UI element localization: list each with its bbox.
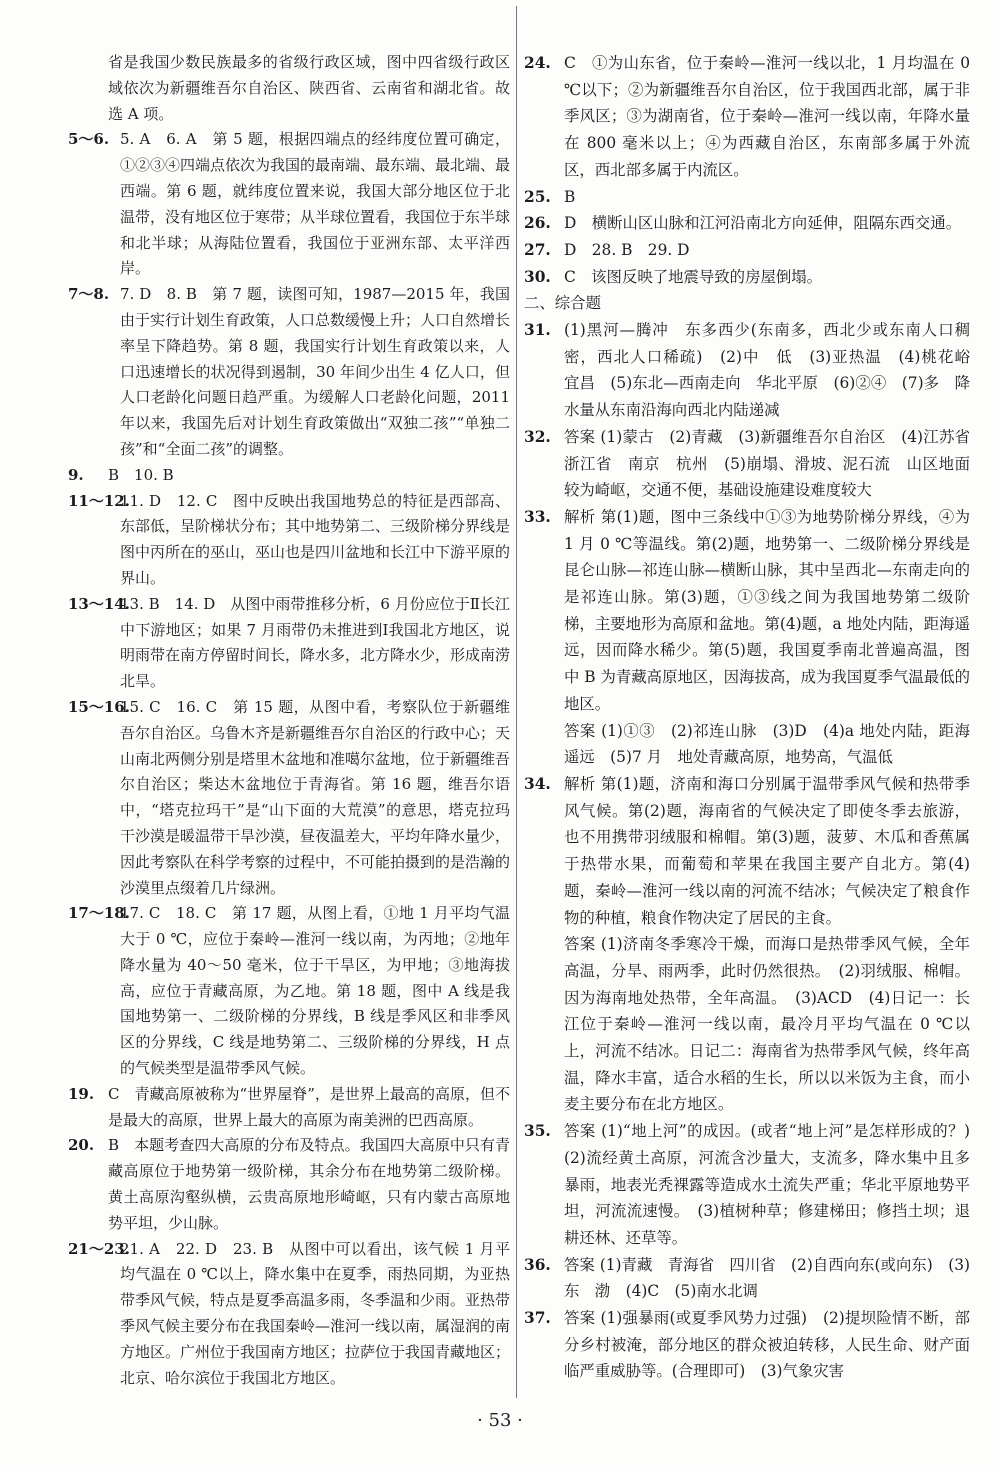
entry-number: 15～16. xyxy=(68,697,130,716)
entry-number: 27. xyxy=(524,240,551,259)
entry-text: C 该图反映了地震导致的房屋倒塌。 xyxy=(564,267,823,286)
answer-entry xyxy=(524,237,970,264)
entry-number: 33. xyxy=(524,507,551,526)
entry-text: 5. A 6. A 第 5 题，根据四端点的经纬度位置可确定，①②③④四端点依次为我国的最南端、最东端、最北端、最西端。第 6 题，就纬度位置来说，我国大部分地区位于北温带，没有地区位于寒带；从半球位置看，我国位于东半球和北半球；从海陆位置看，我国位于亚洲东部、太平洋西岸。 xyxy=(120,130,511,278)
section-heading: 二、综合题 xyxy=(524,294,601,313)
entry-text: 解析 第(1)题，济南和海口分别属于温带季风气候和热带季风气候。第(2)题，海南省的气候决定了即使冬季去旅游，也不用携带羽绒服和棉帽。第(3)题，菠萝、木瓜和香蕉属于热带水果，而葡萄和苹果在我国主要产自北方。第(4)题，秦岭—淮河一线以南的河流不结冰；气候决定了粮食作物的种植，粮食作物决定了居民的主食。 xyxy=(564,774,970,927)
answer-entry xyxy=(68,127,510,282)
entry-number: 37. xyxy=(524,1309,551,1328)
entry-number: 5～6. xyxy=(68,130,110,149)
entry-number: 35. xyxy=(524,1122,551,1141)
entry-number: 7～8. xyxy=(68,285,110,304)
answer-entry xyxy=(524,718,970,771)
entry-text: C ①为山东省，位于秦岭—淮河一线以北，1 月均温在 0 ℃以下；②为新疆维吾尔自治区，位于我国西北部，属于非季风区；③为湖南省，位于秦岭—淮河一线以南，年降水量在 800 毫米以上；④为西藏自治区，东南部多属于外流区，西北部多属于内流区。 xyxy=(564,54,970,179)
entry-number: 32. xyxy=(524,427,551,446)
entry-number: 31. xyxy=(524,321,551,340)
entry-text: C 青藏高原被称为“世界屋脊”，是世界上最高的高原，但不是最大的高原，世界上最大的高原为南美洲的巴西高原。 xyxy=(108,1084,510,1129)
answer-entry xyxy=(524,931,970,1118)
entry-text: 21. A 22. D 23. B 从图中可以看出，该气候 1 月平均气温在 0 ℃以上，降水集中在夏季，雨热同期，为亚热带季风气候，特点是夏季高温多雨，冬季温和少雨。亚热带季风气候主要分布在我国秦岭—淮河一线以南，属湿润的南方地区。广州位于我国南方地区；拉萨位于我国青藏地区；北京、哈尔滨位于我国北方地区。 xyxy=(120,1239,511,1387)
answer-entry xyxy=(524,184,970,211)
answer-entry xyxy=(524,1305,970,1385)
entry-text: 答案 (1)①③ (2)祁连山脉 (3)D (4)a 地处内陆，距海遥远 (5)7 月 地处青藏高原，地势高，气温低 xyxy=(564,721,970,767)
entry-number: 17～18. xyxy=(68,904,130,923)
answer-entry xyxy=(524,317,986,424)
answer-entry xyxy=(68,695,510,901)
column-divider xyxy=(516,6,517,1398)
answer-entry xyxy=(68,1082,510,1134)
entry-text: B 本题考查四大高原的分布及特点。我国四大高原中只有青藏高原位于地势第一级阶梯，其余分布在地势第二级阶梯。黄土高原沟壑纵横，云贵高原地形崎岖，只有内蒙古高原地势平坦，少山脉。 xyxy=(108,1136,510,1232)
entry-number: 25. xyxy=(524,187,551,206)
entry-text: 11. D 12. C 图中反映出我国地势总的特征是西部高、东部低，呈阶梯状分布；其中地势第二、三级阶梯分界线是图中丙所在的巫山，巫山也是四川盆地和长江中下游平原的界山。 xyxy=(120,491,511,587)
entry-text: B 10. B xyxy=(108,465,174,484)
entry-text: 答案 (1)青藏 青海省 四川省 (2)自西向东(或向东) (3)东 渤 (4)C (5)南水北调 xyxy=(564,1255,970,1301)
entry-text: 17. C 18. C 第 17 题，从图上看，①地 1 月平均气温大于 0 ℃，应位于秦岭—淮河一线以南，为丙地；②地年降水量为 40～50 毫米，位于干旱区，为甲地；③地海拔高，应位于青藏高原，为乙地。第 18 题，图中 A 线是我国地势第一、二级阶梯的分界线，B 线是季风区和非季风区的分界线，C 线是地势第二、三级阶梯的分界线，H 点的气候类型是温带季风气候。 xyxy=(120,904,510,1078)
entry-number: 13～14. xyxy=(68,594,130,613)
entry-text: (1)黑河—腾冲 东多西少(东南多，西北少或东南人口稠密，西北人口稀疏) (2)中 低 (3)亚热温 (4)桃花峪 宜昌 (5)东北—西南走向 华北平原 (6)②④ (7)多 降水量从东南沿海向西北内陆递减 xyxy=(564,321,986,420)
answer-entry xyxy=(68,1237,510,1392)
entry-text: 答案 (1)“地上河”的成因。(或者“地上河”是怎样形成的？) (2)流经黄土高原，河流含沙量大，支流多，降水集中且多暴雨，地表光秃裸露等造成水土流失严重；华北平原地势平坦，河流流速慢。 (3)植树种草；修建梯田；修挡土坝；退耕还林、还草等。 xyxy=(564,1122,986,1247)
entry-text: 解析 第(1)题，图中三条线中①③为地势阶梯分界线，④为 1 月 0 ℃等温线。第(2)题，地势第一、二级阶梯分界线是昆仑山脉—祁连山脉—横断山脉，其中呈西北—东南走向的是祁连山脉。第(3)题，①③线之间为我国地势第二级阶梯，主要地形为高原和盆地。第(4)题，a 地处内陆，距海遥远，因而降水稀少。第(5)题，我国夏季南北普遍高温，图中 B 为青藏高原地区，因海拔高，成为我国夏季气温最低的地区。 xyxy=(564,507,970,713)
entry-text: 答案 (1)蒙古 (2)青藏 (3)新疆维吾尔自治区 (4)江苏省 浙江省 南京 杭州 (5)崩塌、滑坡、泥石流 山区地面较为崎岖，交通不便，基础设施建设难度较大 xyxy=(564,427,986,500)
answer-entry xyxy=(68,1133,510,1236)
answer-entry xyxy=(524,1252,970,1305)
left-column xyxy=(68,50,510,1391)
entry-number: 30. xyxy=(524,267,551,286)
entry-number: 20. xyxy=(68,1136,95,1155)
entry-number: 34. xyxy=(524,774,551,793)
page-number: · 53 · xyxy=(477,1410,523,1431)
entry-number: 26. xyxy=(524,214,551,233)
entry-text: D 横断山区山脉和江河沿南北方向延伸，阻隔东西交通。 xyxy=(564,214,962,233)
entry-number: 11～12. xyxy=(68,491,130,510)
right-column xyxy=(524,50,986,1385)
answer-entry xyxy=(68,463,510,489)
answer-entry xyxy=(524,424,986,504)
entry-number: 19. xyxy=(68,1084,95,1103)
entry-text: 省是我国少数民族最多的省级行政区域，图中四省级行政区域依次为新疆维吾尔自治区、陕西省、云南省和湖北省。故选 A 项。 xyxy=(108,53,510,123)
answer-entry xyxy=(68,592,510,695)
entry-text: 答案 (1)强暴雨(或夏季风势力过强) (2)提坝险情不断，部分乡村被淹，部分地区的群众被迫转移，人民生命、财产面临严重威胁等。(合理即可) (3)气象灾害 xyxy=(564,1309,970,1381)
entry-text: B xyxy=(564,187,576,206)
answer-entry xyxy=(68,901,510,1082)
answer-entry xyxy=(68,489,510,592)
answer-entry xyxy=(524,771,970,931)
answer-entry xyxy=(68,50,510,127)
entry-number: 24. xyxy=(524,54,551,72)
answer-entry xyxy=(524,1118,986,1252)
entry-text: 13. B 14. D 从图中雨带推移分析，6 月份应位于Ⅱ长江中下游地区；如果 7 月雨带仍未推进到Ⅰ我国北方地区，说明雨带在南方停留时间长，降水多，北方降水少，形成南涝北旱。 xyxy=(120,594,511,691)
entry-text: 15. C 16. C 第 15 题，从图中看，考察队位于新疆维吾尔自治区。乌鲁木齐是新疆维吾尔自治区的行政中心；天山南北两侧分别是塔里木盆地和准噶尔盆地，位于新疆维吾尔自治区；柴达木盆地位于青海省。第 16 题，维吾尔语中，“塔克拉玛干”是“山下面的大荒漠”的意思，塔克拉玛干沙漠是暖温带干旱沙漠，昼夜温差大，平均年降水量少，因此考察队在科学考察的过程中，不可能拍摄到的是浩瀚的沙漠里点缀着几片绿洲。 xyxy=(120,697,511,897)
answer-entry xyxy=(524,50,970,184)
entry-text: D 28. B 29. D xyxy=(564,240,690,259)
answer-entry xyxy=(524,210,970,237)
entry-number: 21～23. xyxy=(68,1239,130,1258)
entry-text: 7. D 8. B 第 7 题，读图可知，1987—2015 年，我国由于实行计划生育政策，人口总数缓慢上升；人口自然增长率呈下降趋势。第 8 题，我国实行计划生育政策以来，人口迅速增长的状况得到遏制，30 年间少出生 4 亿人口，但人口老龄化问题日趋严重。为缓解人口老龄化问题，2011 年以来，我国先后对计划生育政策做出“双独二孩”“单独二孩”和“全面二孩”的调整。 xyxy=(120,285,511,458)
entry-number: 36. xyxy=(524,1255,551,1274)
entry-text: 答案 (1)济南冬季寒冷干燥，而海口是热带季风气候，全年高温，分旱、雨两季，此时仍然很热。 (2)羽绒服、棉帽。因为海南地处热带，全年高温。 (3)ACD (4)日记一：长江位于秦岭—淮河一线以南，最冷月平均气温在 0 ℃以上，河流不结冰。日记二：海南省为热带季风气候，终年高温，降水丰富，适合水稻的生长，所以以米饭为主食，而小麦主要分布在北方地区。 xyxy=(564,935,970,1114)
answer-entry xyxy=(524,504,970,718)
entry-number: 9. xyxy=(68,465,84,484)
answer-entry xyxy=(524,264,970,291)
answer-entry xyxy=(68,282,510,463)
